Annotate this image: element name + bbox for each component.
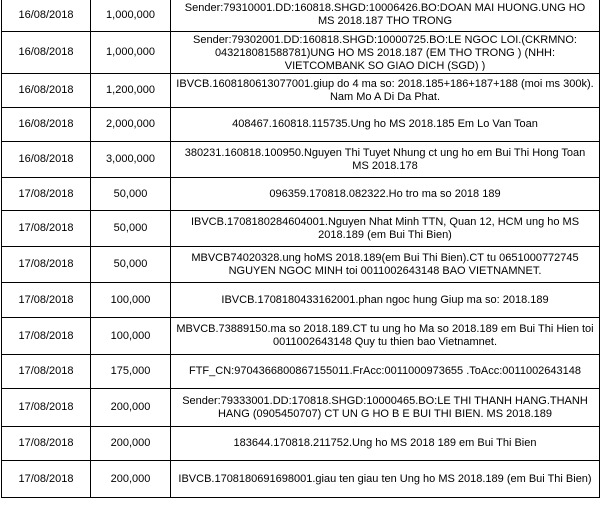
date-cell: 16/08/2018 <box>2 142 91 178</box>
table-row <box>2 0 600 32</box>
date-cell: 17/08/2018 <box>2 427 91 461</box>
amount-cell: 3,000,000 <box>91 142 171 178</box>
table-row <box>2 142 600 178</box>
transaction-table <box>1 0 600 498</box>
amount-cell: 100,000 <box>91 283 171 318</box>
date-cell: 16/08/2018 <box>2 0 91 32</box>
table-row <box>2 427 600 461</box>
amount-cell: 1,000,000 <box>91 32 171 74</box>
amount-cell: 50,000 <box>91 211 171 247</box>
amount-cell: 50,000 <box>91 247 171 283</box>
table-row <box>2 355 600 389</box>
date-cell: 16/08/2018 <box>2 32 91 74</box>
description-cell: 380231.160818.100950.Nguyen Thi Tuyet Nhung ct ung ho em Bui Thi Hong Toan MS 2018.178 <box>171 142 600 178</box>
table-row <box>2 247 600 283</box>
table-row <box>2 389 600 427</box>
description-cell: MBVCB74020328.ung hoMS 2018.189(em Bui Thi Bien).CT tu 0651000772745 NGUYEN NGOC MINH toi 0011002643148 BAO VIETNAMNET. <box>171 247 600 283</box>
description-cell: 183644.170818.211752.Ung ho MS 2018 189 em Bui Thi Bien <box>171 427 600 461</box>
amount-cell: 2,000,000 <box>91 108 171 142</box>
description-cell: IBVCB.1708180433162001.phan ngoc hung Giup ma so: 2018.189 <box>171 283 600 318</box>
description-cell: 408467.160818.115735.Ung ho MS 2018.185 Em Lo Van Toan <box>171 108 600 142</box>
description-cell: Sender:79310001.DD:160818.SHGD:10006426.BO:DOAN MAI HUONG.UNG HO MS 2018.187 THO TRONG <box>171 0 600 32</box>
description-cell: 096359.170818.082322.Ho tro ma so 2018 189 <box>171 178 600 211</box>
table-row <box>2 318 600 355</box>
amount-cell: 1,000,000 <box>91 0 171 32</box>
date-cell: 16/08/2018 <box>2 108 91 142</box>
date-cell: 17/08/2018 <box>2 461 91 498</box>
amount-cell: 1,200,000 <box>91 74 171 108</box>
table-row <box>2 74 600 108</box>
date-cell: 17/08/2018 <box>2 247 91 283</box>
table-row <box>2 461 600 498</box>
amount-cell: 175,000 <box>91 355 171 389</box>
amount-cell: 100,000 <box>91 318 171 355</box>
date-cell: 17/08/2018 <box>2 389 91 427</box>
description-cell: FTF_CN:9704366800867155011.FrAcc:0011000973655 .ToAcc:0011002643148 <box>171 355 600 389</box>
amount-cell: 200,000 <box>91 389 171 427</box>
table-row <box>2 283 600 318</box>
description-cell: IBVCB.1708180284604001.Nguyen Nhat Minh TTN, Quan 12, HCM ung ho MS 2018.189 (em Bui Thi Bien) <box>171 211 600 247</box>
table-row <box>2 178 600 211</box>
amount-cell: 200,000 <box>91 461 171 498</box>
description-cell: MBVCB.73889150.ma so 2018.189.CT tu ung ho Ma so 2018.189 em Bui Thi Hien toi 0011002643148 Quy tu thien bao Vietnamnet. <box>171 318 600 355</box>
amount-cell: 200,000 <box>91 427 171 461</box>
description-cell: IBVCB.1708180691698001.giau ten giau ten Ung ho MS 2018.189 (em Bui Thi Bien) <box>171 461 600 498</box>
description-text: Sender:79302001.DD:160818.SHGD:10000725.BO:LE NGOC LOI.(CKRMNO: 0432180815887​81)UNG HO MS 2018.187 (EM THO TRONG ) (NHH: VIETCOMBANK SO GIAO DICH (SGD) ) <box>193 34 577 71</box>
date-cell: 17/08/2018 <box>2 355 91 389</box>
description-cell <box>171 32 600 74</box>
transaction-table-body <box>2 0 600 498</box>
date-cell: 17/08/2018 <box>2 318 91 355</box>
date-cell: 17/08/2018 <box>2 283 91 318</box>
amount-cell: 50,000 <box>91 178 171 211</box>
date-cell: 17/08/2018 <box>2 178 91 211</box>
table-row <box>2 211 600 247</box>
table-row <box>2 108 600 142</box>
description-cell: IBVCB.1608180613077001.giup do 4 ma so: 2018.185+186+187+188 (moi ms 300k). Nam Mo A Di Da Phat. <box>171 74 600 108</box>
table-row <box>2 32 600 74</box>
description-cell: Sender:79333001.DD:170818.SHGD:10000465.BO:LE THI THANH HANG.THANH HANG (0905450707) CT UN G HO B E BUI THI BIEN. MS 2018.189 <box>171 389 600 427</box>
date-cell: 16/08/2018 <box>2 74 91 108</box>
date-cell: 17/08/2018 <box>2 211 91 247</box>
